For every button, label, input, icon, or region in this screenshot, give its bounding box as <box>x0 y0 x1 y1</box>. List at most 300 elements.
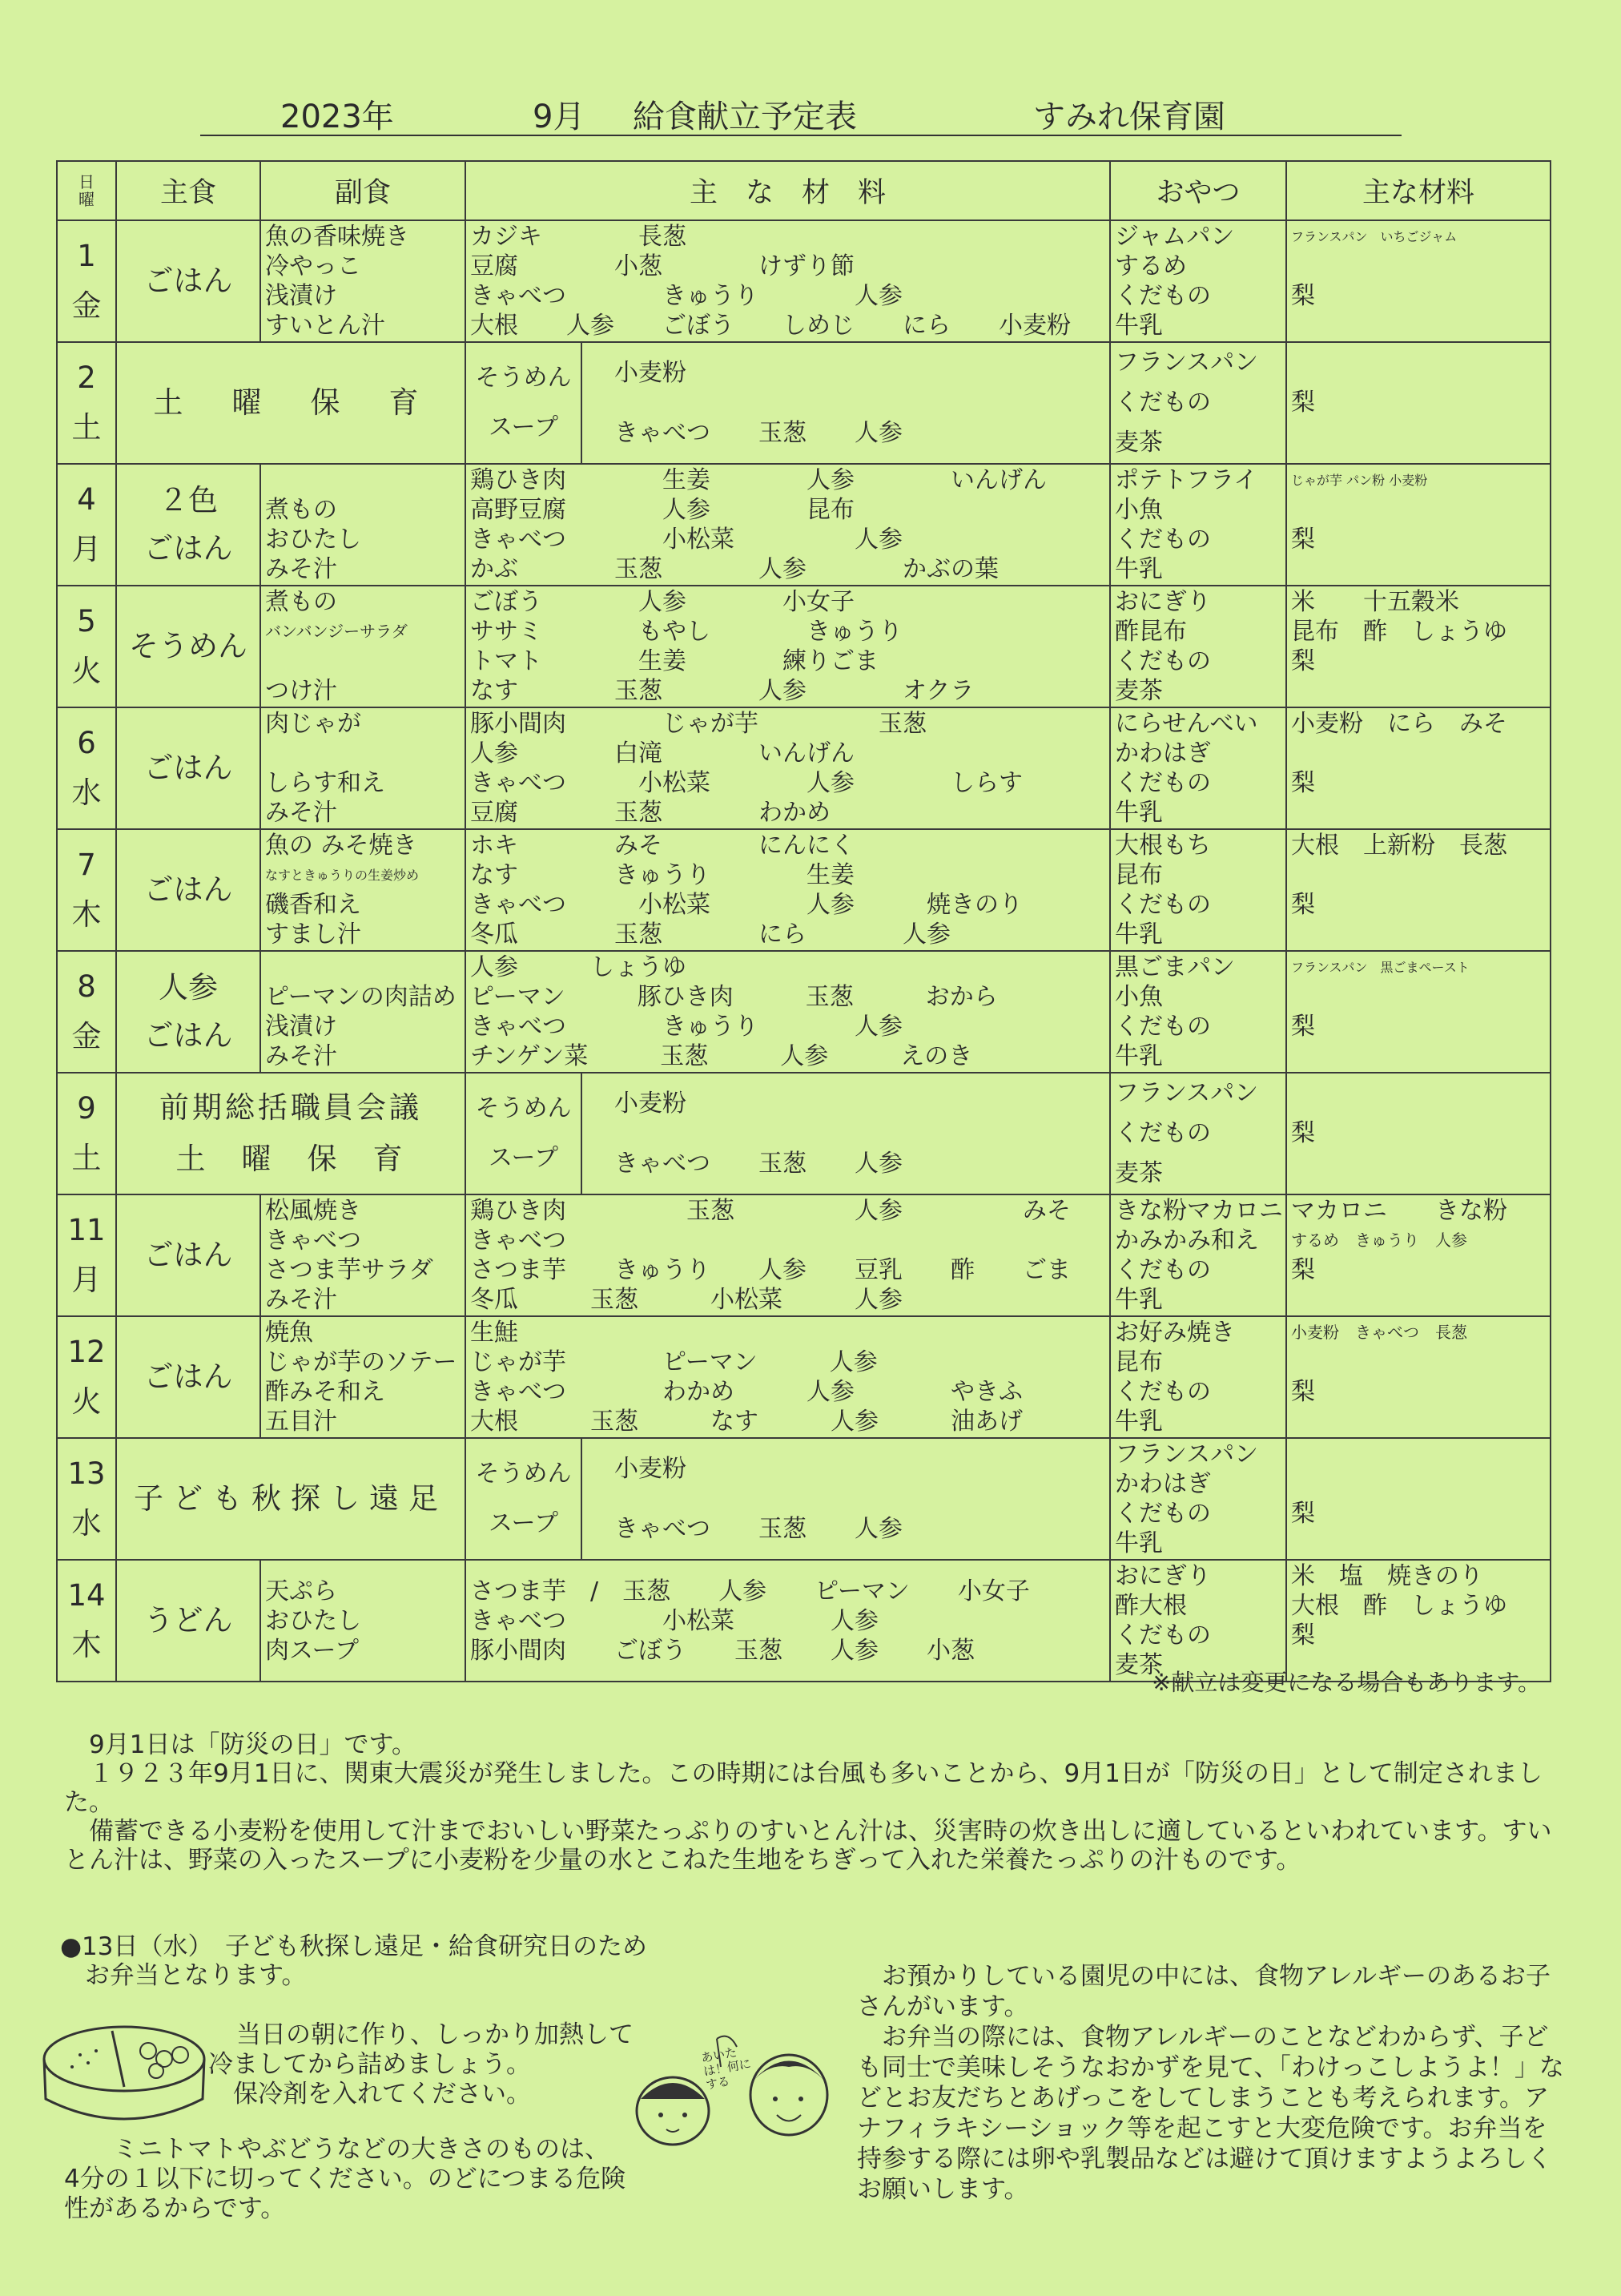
bento-instructions <box>208 2020 634 2109</box>
event-cell <box>116 1073 465 1194</box>
soup-ingredient-line: 小麦粉 <box>614 1090 686 1118</box>
snack-line: くだもの <box>1115 647 1212 675</box>
day-cell <box>57 464 116 586</box>
staple-text: ごはん <box>143 1359 233 1394</box>
day-cell <box>57 586 116 707</box>
side-dishes-line: 浅漬け <box>265 1013 337 1041</box>
title-school: すみれ保育園 <box>1033 99 1225 135</box>
ingredients-line: チンゲン菜 玉葱 人参 えのき <box>470 1042 973 1070</box>
side-dishes <box>260 220 465 342</box>
choking-note-2: 4分の１以下に切ってください。のどにつまる危険 <box>64 2165 626 2193</box>
snack-line: くだもの <box>1115 1500 1212 1528</box>
day-number: 12 <box>67 1335 106 1369</box>
table-row <box>57 829 1551 951</box>
weekday: 水 <box>71 775 102 810</box>
bento-instruction-2: 冷ましてから詰めましょう。 <box>208 2050 531 2079</box>
snack-line: おにぎり <box>1115 588 1212 616</box>
snack-ingredients <box>1286 951 1551 1073</box>
snack <box>1110 1316 1286 1438</box>
ingredients <box>465 829 1110 951</box>
side-dishes <box>260 707 465 829</box>
soup-ingredient-line: きゃべつ 玉葱 人参 <box>614 1150 903 1178</box>
soup-ingredients <box>581 1073 1110 1194</box>
snack-line: くだもの <box>1115 891 1212 919</box>
day-cell <box>57 1073 116 1194</box>
snack-ingredients-line <box>1291 1469 1550 1499</box>
snack-ingredients-line <box>1291 798 1550 828</box>
snack-line: 小魚 <box>1115 496 1164 524</box>
ingredients-line: 鶏ひき肉 生姜 人参 いんげん <box>470 466 1047 494</box>
snack <box>1110 707 1286 829</box>
note-paragraph-3: 備蓄できる小麦粉を使用して汁までおいしい野菜たっぷりのすいとん汁は、災害時の炊き出しに適しているといわれています。すいとん汁は、野菜の入ったスープに小麦粉を少量の水とこねた生地をちぎって入れた栄養たっぷりの汁ものです。 <box>64 1817 1552 1875</box>
ingredients-line: 豚小間肉 じゃが芋 玉葱 <box>470 710 927 738</box>
snack-ingredients <box>1286 220 1551 342</box>
ingredients-line: ササミ もやし きゅうり <box>470 618 903 646</box>
snack-ingredients-line <box>1291 1041 1550 1071</box>
side-dishes-line: おひたし <box>265 526 361 554</box>
side-dishes-line: 松風焼き <box>265 1197 361 1225</box>
snack-ingredients-line <box>1291 1347 1550 1377</box>
ingredients-line: 豆腐 玉葱 わかめ <box>470 799 831 827</box>
note-paragraph-1: 9月1日は「防災の日」です。 <box>89 1730 416 1759</box>
disaster-day-notes <box>64 1730 1562 1875</box>
side-dishes <box>260 1316 465 1438</box>
header-side: 副食 <box>260 161 465 220</box>
snack-ingredients-line <box>1291 739 1550 768</box>
staple-cell <box>116 1560 260 1682</box>
snack-line: くだもの <box>1115 282 1212 310</box>
side-dishes-line: つけ汁 <box>265 677 337 705</box>
staple-cell <box>116 951 260 1073</box>
side-dishes-line: バンバンジーサラダ <box>265 622 408 641</box>
day-cell <box>57 1560 116 1682</box>
header-day: 日 曜 <box>57 161 116 220</box>
snack-line: フランスパン <box>1115 348 1259 377</box>
snack-ingredients-line: 梨 <box>1291 647 1316 675</box>
day-number: 7 <box>77 848 96 882</box>
snack-ingredients <box>1286 586 1551 707</box>
soup-text: スープ <box>489 1509 558 1537</box>
snack-line: くだもの <box>1115 1621 1212 1649</box>
snack <box>1110 342 1286 464</box>
day-number: 5 <box>77 604 96 638</box>
soup-cell <box>465 1438 581 1560</box>
ingredients-line: 冬瓜 玉葱 小松菜 人参 <box>470 1286 903 1314</box>
table-row <box>57 220 1551 342</box>
side-dishes <box>260 464 465 586</box>
page-title <box>200 87 1402 136</box>
table-row <box>57 1194 1551 1316</box>
snack-ingredients-line: フランスパン 黒ごまペースト <box>1291 960 1470 975</box>
side-dishes-line: 魚の みそ焼き <box>265 832 417 860</box>
snack-line: きな粉マカロニ <box>1115 1197 1284 1225</box>
ingredients-line: 人参 白滝 いんげん <box>470 739 855 767</box>
snack <box>1110 829 1286 951</box>
ingredients-line: なす 玉葱 人参 オクラ <box>470 677 975 705</box>
soup-ingredient-line: きゃべつ 玉葱 人参 <box>614 419 903 447</box>
table-row <box>57 707 1551 829</box>
ingredients <box>465 1560 1110 1682</box>
snack-ingredients-line <box>1291 423 1550 463</box>
table-row <box>57 464 1551 586</box>
snack-line: くだもの <box>1115 1378 1212 1406</box>
soup-text: そうめん <box>475 1094 572 1122</box>
snack-line: フランスパン <box>1115 1079 1259 1107</box>
snack <box>1110 1194 1286 1316</box>
snack-ingredients-line: 大根 酢 しょうゆ <box>1291 1592 1508 1620</box>
side-dishes <box>260 829 465 951</box>
ingredients-line: かぶ 玉葱 人参 かぶの葉 <box>470 555 999 583</box>
staple-text: ごはん <box>143 264 233 298</box>
weekday: 月 <box>71 1263 102 1297</box>
note-paragraph-2: １９２３年9月1日に、関東大震災が発生しました。この時期には台風も多いことから、9月1日が「防災の日」として制定されました。 <box>64 1759 1543 1817</box>
side-dishes-line: みそ汁 <box>265 1286 337 1314</box>
snack-line: くだもの <box>1115 1119 1212 1147</box>
day-cell <box>57 707 116 829</box>
day-cell <box>57 1194 116 1316</box>
ingredients-line: 人参 しょうゆ <box>470 953 686 981</box>
ingredients-line: きゃべつ きゅうり 人参 <box>470 282 903 310</box>
snack-ingredients-line <box>1291 1073 1550 1114</box>
snack-line: くだもの <box>1115 526 1212 554</box>
staple-text: ２色 <box>159 483 218 518</box>
soup-ingredient-line: 小麦粉 <box>614 359 686 387</box>
snack-ingredients-line <box>1291 982 1550 1012</box>
soup-text: スープ <box>489 1144 558 1172</box>
ingredients-line: トマト 生姜 練りごま <box>470 647 879 675</box>
side-dishes-line: 魚の香味焼き <box>265 223 409 251</box>
snack-line: 牛乳 <box>1115 1408 1164 1436</box>
ingredients-line: カジキ 長葱 <box>470 223 686 251</box>
table-row <box>57 1073 1551 1194</box>
staple-text: ごはん <box>143 872 233 907</box>
snack-ingredients <box>1286 707 1551 829</box>
ingredients-line: 大根 玉葱 なす 人参 油あげ <box>470 1408 1023 1436</box>
allergy-notice <box>857 1961 1570 2205</box>
snack-ingredients <box>1286 1073 1551 1194</box>
snack-ingredients-line: 梨 <box>1291 526 1316 554</box>
side-dishes-line: すまし汁 <box>265 920 361 949</box>
side-dishes-line: 酢みそ和え <box>265 1378 385 1406</box>
snack-line: くだもの <box>1115 1013 1212 1041</box>
side-dishes-line: さつま芋サラダ <box>265 1256 433 1284</box>
weekday: 土 <box>71 410 102 445</box>
speech-bubble: あいたは！何にする <box>699 2044 753 2093</box>
side-dishes-line: なすときゅうりの生姜炒め <box>265 868 420 883</box>
choking-note-1: ミニトマトやぶどうなどの大きさのものは、 <box>88 2135 609 2164</box>
snack-ingredients-line <box>1291 311 1550 340</box>
table-row <box>57 951 1551 1073</box>
event-cell <box>116 1438 465 1560</box>
snack-line: 麦茶 <box>1115 1651 1164 1679</box>
day-cell <box>57 220 116 342</box>
ingredients-line: 生鮭 <box>470 1319 518 1347</box>
weekday: 土 <box>71 1141 102 1175</box>
event-text: 土 曜 保 育 <box>175 1142 406 1176</box>
side-dishes <box>260 1194 465 1316</box>
snack <box>1110 1560 1286 1682</box>
side-dishes-line: 磯香和え <box>265 891 361 919</box>
snack-line: 黒ごまパン <box>1115 953 1236 981</box>
snack-ingredients-line <box>1291 554 1550 584</box>
snack-ingredients-line <box>1291 920 1550 949</box>
soup-cell <box>465 342 581 464</box>
snack-ingredients-line: 米 十五穀米 <box>1291 588 1460 616</box>
weekday: 金 <box>71 288 102 323</box>
side-dishes-line: みそ汁 <box>265 555 337 583</box>
day-number: 14 <box>67 1578 106 1613</box>
bento-box-icon <box>36 2011 212 2131</box>
snack-line: 牛乳 <box>1115 1286 1164 1314</box>
snack-line: かわはぎ <box>1115 739 1212 767</box>
snack-ingredients-line <box>1291 860 1550 890</box>
snack <box>1110 220 1286 342</box>
staple-text: ごはん <box>143 751 233 785</box>
snack-line: かみかみ和え <box>1115 1227 1260 1255</box>
snack-line: おにぎり <box>1115 1562 1212 1590</box>
snack-ingredients-line: じゃが芋 パン粉 小麦粉 <box>1291 473 1428 488</box>
snack <box>1110 1438 1286 1560</box>
ingredients-line: 豆腐 小葱 けずり節 <box>470 252 855 280</box>
snack-ingredients-line: 梨 <box>1291 282 1316 310</box>
header-ingredients: 主 な 材 料 <box>465 161 1110 220</box>
snack-line: 酢大根 <box>1115 1592 1188 1620</box>
side-dishes-line: 焼魚 <box>265 1319 313 1347</box>
staple-text: ごはん <box>143 531 233 566</box>
ingredients-line: 豚小間肉 ごぼう 玉葱 人参 小葱 <box>470 1636 975 1665</box>
snack-ingredients-line <box>1291 1285 1550 1315</box>
day-number: 9 <box>77 1091 96 1126</box>
side-dishes-line: きゃべつ <box>265 1227 361 1255</box>
title-heading: 給食献立予定表 <box>633 99 857 135</box>
title-year: 2023年 <box>280 99 394 135</box>
snack-ingredients <box>1286 1194 1551 1316</box>
table-row <box>57 1316 1551 1438</box>
snack-ingredients-line <box>1291 676 1550 706</box>
snack-line: 牛乳 <box>1115 1529 1164 1557</box>
ingredients-line: きゃべつ きゅうり 人参 <box>470 1013 903 1041</box>
day-cell <box>57 1438 116 1560</box>
side-dishes-line <box>265 465 465 495</box>
snack-ingredients-line: 小麦粉 きゃべつ 長葱 <box>1291 1323 1468 1342</box>
snack-ingredients-line: 梨 <box>1291 1500 1316 1528</box>
weekday: 水 <box>71 1506 102 1541</box>
snack-line: 麦茶 <box>1115 429 1164 457</box>
snack-line: 昆布 <box>1115 861 1164 889</box>
soup-text: スープ <box>489 413 558 441</box>
side-dishes-line: 肉じゃが <box>265 710 361 738</box>
menu-table <box>56 160 1551 1682</box>
ingredients-line: さつま芋 / 玉葱 人参 ピーマン 小女子 <box>470 1577 1030 1605</box>
staple-text: ごはん <box>143 1238 233 1272</box>
snack-ingredients-line <box>1291 1440 1550 1469</box>
bento-notice <box>60 1932 647 1990</box>
snack-line: にらせんべい <box>1115 710 1258 738</box>
table-row <box>57 342 1551 464</box>
snack-ingredients-line: 小麦粉 にら みそ <box>1291 710 1508 738</box>
ingredients <box>465 951 1110 1073</box>
ingredients-line: 大根 人参 ごぼう しめじ にら 小麦粉 <box>470 312 1071 340</box>
side-dishes-line: じゃが芋のソテー <box>265 1348 457 1376</box>
ingredients-line: きゃべつ 小松菜 人参 しらす <box>470 769 1023 797</box>
snack-line: くだもの <box>1115 389 1212 417</box>
snack <box>1110 586 1286 707</box>
snack-ingredients-line <box>1291 495 1550 525</box>
day-number: 6 <box>77 726 96 760</box>
ingredients-line: 高野豆腐 人参 昆布 <box>470 496 855 524</box>
snack-ingredients-line <box>1291 343 1550 383</box>
snack-ingredients-line <box>1291 1407 1550 1436</box>
snack-ingredients-line: 大根 上新粉 長葱 <box>1291 832 1508 860</box>
day-number: 8 <box>77 969 96 1004</box>
snack-ingredients <box>1286 829 1551 951</box>
side-dishes-line: おひたし <box>265 1606 361 1635</box>
snack <box>1110 951 1286 1073</box>
snack-line: お好み焼き <box>1115 1319 1236 1347</box>
snack-line: 麦茶 <box>1115 677 1164 705</box>
snack-ingredients-line: 梨 <box>1291 891 1316 919</box>
snack-ingredients-line: フランスパン いちごジャム <box>1291 229 1458 244</box>
staple-text: 人参 <box>159 970 218 1005</box>
side-dishes-line: 天ぷら <box>265 1577 337 1605</box>
ingredients-line: ごぼう 人参 小女子 <box>470 588 855 616</box>
side-dishes <box>260 1560 465 1682</box>
snack <box>1110 464 1286 586</box>
day-number: 11 <box>67 1213 106 1247</box>
snack-line: かわはぎ <box>1115 1470 1212 1498</box>
side-dishes-line <box>265 739 465 768</box>
snack-line: 昆布 <box>1115 1348 1164 1376</box>
event-text: 土 曜 保 育 <box>153 385 428 420</box>
snack-ingredients-line: マカロニ きな粉 <box>1291 1197 1508 1225</box>
side-dishes-line <box>265 953 465 982</box>
soup-ingredient-line: 小麦粉 <box>614 1455 686 1483</box>
day-cell <box>57 1316 116 1438</box>
soup-text: そうめん <box>475 1460 572 1488</box>
bento-choking-note <box>64 2135 626 2224</box>
snack-line: 小魚 <box>1115 983 1164 1011</box>
side-dishes-line: 肉スープ <box>265 1636 359 1665</box>
weekday: 木 <box>71 1628 102 1662</box>
ingredients-line: なす きゅうり 生姜 <box>470 861 855 889</box>
snack-ingredients-line: 梨 <box>1291 1378 1316 1406</box>
side-dishes-line: しらす和え <box>265 769 385 797</box>
weekday: 火 <box>71 654 102 688</box>
allergy-text: お預かりしている園児の中には、食物アレルギーのあるお子さんがいます。 お弁当の際には、食物アレルギーのことなどわからず、子ども同士で美味しそうなおかずを見て、「わけっこしようよ！」などとお友だちとあげっこをしてしまうことも考えられます。アナフィラキシーショック等を起こすと大変危険です。お弁当を持参する際には卵や乳製品などは避けて頂けますようよろしくお願いします。 <box>857 1962 1564 2204</box>
staple-text: ごはん <box>143 1018 233 1053</box>
ingredients-line: じゃが芋 ピーマン 人参 <box>470 1348 878 1376</box>
staple-cell <box>116 464 260 586</box>
snack-ingredients-line: 梨 <box>1291 1621 1316 1649</box>
ingredients-line: きゃべつ 小松菜 人参 <box>470 1606 879 1635</box>
event-text: 子ども秋探し遠足 <box>134 1481 448 1516</box>
soup-ingredients <box>581 342 1110 464</box>
staple-cell <box>116 1316 260 1438</box>
snack-ingredients <box>1286 1316 1551 1438</box>
side-dishes-line: みそ汁 <box>265 1042 337 1070</box>
ingredients-line: 冬瓜 玉葱 にら 人参 <box>470 920 951 949</box>
staple-text: うどん <box>143 1603 233 1637</box>
snack-line: するめ <box>1115 252 1188 280</box>
snack <box>1110 1073 1286 1194</box>
side-dishes-line: 冷やっこ <box>265 252 361 280</box>
snack-ingredients-line: 梨 <box>1291 389 1316 417</box>
snack-ingredients-line <box>1291 1154 1550 1194</box>
snack-ingredients-line <box>1291 252 1550 281</box>
side-dishes-line: 煮もの <box>265 496 337 524</box>
staple-cell <box>116 829 260 951</box>
staple-cell <box>116 707 260 829</box>
event-cell <box>116 342 465 464</box>
snack-line: ジャムパン <box>1115 223 1235 251</box>
day-number: 2 <box>77 361 96 395</box>
snack-line: フランスパン <box>1115 1440 1259 1468</box>
ingredients <box>465 1316 1110 1438</box>
snack-ingredients-line: 梨 <box>1291 769 1316 797</box>
snack-line: 麦茶 <box>1115 1159 1164 1187</box>
side-dishes-line: 五目汁 <box>265 1408 337 1436</box>
title-month: 9月 <box>533 99 585 135</box>
snack-ingredients <box>1286 464 1551 586</box>
ingredients <box>465 220 1110 342</box>
snack-ingredients <box>1286 342 1551 464</box>
soup-ingredients <box>581 1438 1110 1560</box>
side-dishes <box>260 951 465 1073</box>
snack-ingredients-line: するめ きゅうり 人参 <box>1291 1231 1468 1250</box>
weekday: 木 <box>71 897 102 932</box>
soup-cell <box>465 1073 581 1194</box>
day-cell <box>57 342 116 464</box>
snack-line: くだもの <box>1115 769 1212 797</box>
snack-ingredients-line: 梨 <box>1291 1256 1316 1284</box>
snack-ingredients-line <box>1291 1529 1550 1558</box>
day-number: 1 <box>77 239 96 273</box>
side-dishes-line: みそ汁 <box>265 799 337 827</box>
snack-ingredients-line: 米 塩 焼きのり <box>1291 1562 1484 1590</box>
snack-line: 牛乳 <box>1115 555 1164 583</box>
snack-line: 牛乳 <box>1115 312 1164 340</box>
bento-instruction-1: 当日の朝に作り、しっかり加熱して <box>236 2020 634 2049</box>
side-dishes-line: 浅漬け <box>265 282 337 310</box>
weekday: 金 <box>71 1019 102 1053</box>
day-cell <box>57 829 116 951</box>
ingredients <box>465 464 1110 586</box>
snack-line: 牛乳 <box>1115 1042 1164 1070</box>
snack-ingredients <box>1286 1438 1551 1560</box>
table-row <box>57 1438 1551 1560</box>
snack-line: 牛乳 <box>1115 799 1164 827</box>
side-dishes <box>260 586 465 707</box>
header-snack-ingredients: 主な材料 <box>1286 161 1551 220</box>
ingredients-line: 鶏ひき肉 玉葱 人参 みそ <box>470 1197 1071 1225</box>
ingredients-line: ホキ みそ にんにく <box>470 832 855 860</box>
day-number: 13 <box>67 1456 106 1491</box>
soup-ingredient-line: きゃべつ 玉葱 人参 <box>614 1515 903 1543</box>
snack-ingredients-line: 昆布 酢 しょうゆ <box>1291 618 1508 646</box>
side-dishes-line <box>265 647 465 676</box>
table-row <box>57 1560 1551 1682</box>
ingredients-line: さつま芋 きゅうり 人参 豆乳 酢 ごま <box>470 1256 1071 1284</box>
bento-notice-line-1: ●13日（水） 子ども秋探し遠足・給食研究日のため <box>60 1932 647 1961</box>
staple-text: そうめん <box>129 629 247 663</box>
snack-ingredients-line: 梨 <box>1291 1119 1316 1147</box>
ingredients-line: きゃべつ <box>470 1227 566 1255</box>
header-snack: おやつ <box>1110 161 1286 220</box>
table-header <box>57 161 1551 220</box>
choking-note-3: 性があるからです。 <box>64 2194 286 2223</box>
staple-cell <box>116 586 260 707</box>
day-cell <box>57 951 116 1073</box>
